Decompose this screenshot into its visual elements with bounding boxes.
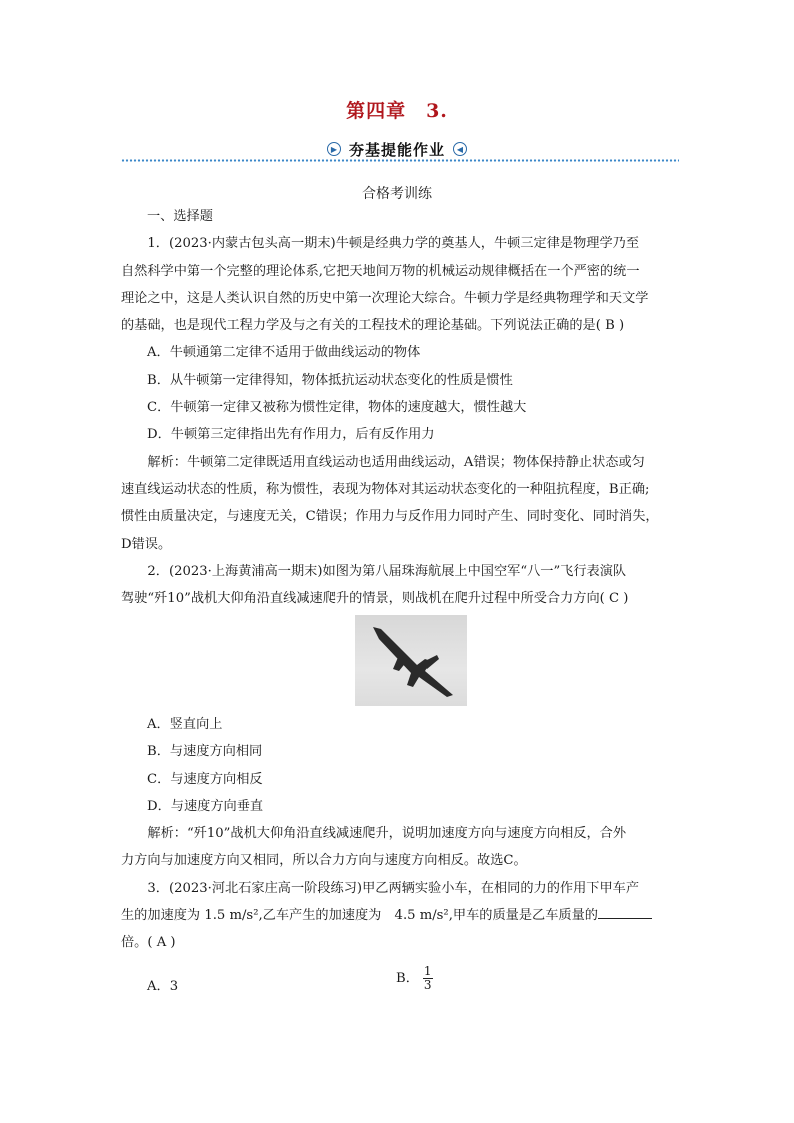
q2-option-a: A．竖直向上	[147, 717, 223, 732]
question-block-1	[121, 203, 676, 612]
question-block-2	[121, 711, 676, 957]
q2-analysis-2: 力方向与加速度方向又相同，所以合力方向与速度方向相反。故选C。	[121, 853, 527, 869]
q2-analysis-1: 解析：“歼10”战机大仰角沿直线减速爬升，说明加速度方向与速度方向相反，合外	[147, 826, 627, 842]
q1-option-b: B．从牛顿第一定律得知，物体抵抗运动状态变化的性质是惯性	[147, 372, 513, 388]
arrow-left-icon: ◀	[453, 142, 467, 156]
q1-analysis-4: D错误。	[121, 536, 172, 552]
q3-option-a: A．3	[147, 979, 179, 994]
q2-option-d: D．与速度方向垂直	[147, 798, 264, 814]
q3-option-b	[396, 965, 433, 992]
q1-analysis-2: 速直线运动状态的性质，称为惯性，表现为物体对其运动状态变化的一种阻抗程度，B正确;	[121, 481, 650, 497]
dotted-divider	[121, 159, 679, 162]
q3-line-2-text: 生的加速度为 1.5 m/s²,乙车产生的加速度为 4.5 m/s²,甲车的质量是乙车质量的	[121, 908, 598, 924]
q1-analysis-3: 惯性由质量决定，与速度无关，C错误；作用力与反作用力同时产生、同时变化、同时消失，	[121, 509, 659, 525]
q3-line-1: 3．(2023·河北石家庄高一阶段练习)甲乙两辆实验小车，在相同的力的作用下甲车产	[147, 880, 640, 896]
fraction-denominator: 3	[423, 978, 432, 992]
q3-options	[147, 965, 647, 1001]
fraction	[423, 965, 433, 992]
q2-line-1: 2．(2023·上海黄浦高一期末)如图为第八届珠海航展上中国空军“八一”飞行表演队	[147, 563, 627, 579]
part-heading: 一、选择题	[147, 209, 213, 224]
q1-option-a: A．牛顿通第二定律不适用于做曲线运动的物体	[147, 345, 421, 361]
q1-line-4: 的基础，也是现代工程力学及与之有关的工程技术的理论基础。下列说法正确的是( B )	[121, 318, 625, 334]
q1-option-c: C．牛顿第一定律又被称为惯性定律，物体的速度越大，惯性越大	[147, 400, 527, 416]
q1-option-d: D．牛顿第三定律指出先有作用力，后有反作用力	[147, 427, 435, 443]
banner	[0, 138, 794, 160]
answer-blank	[598, 904, 652, 919]
fraction-numerator: 1	[423, 964, 432, 978]
section-title: 合格考训练	[362, 186, 432, 202]
fighter-jet-image	[355, 615, 467, 706]
q2-option-b: B．与速度方向相同	[147, 744, 263, 760]
q3-line-2	[121, 902, 676, 929]
q1-analysis-1: 解析：牛顿第二定律既适用直线运动也适用曲线运动，A错误；物体保持静止状态或匀	[147, 454, 645, 470]
q1-line-2: 自然科学中第一个完整的理论体系,它把天地间万物的机械运动规律概括在一个严密的统一	[121, 263, 640, 279]
chapter-title: 第四章 3.	[346, 100, 448, 122]
q2-option-c: C．与速度方向相反	[147, 771, 263, 787]
q3-line-3: 倍。( A )	[121, 935, 176, 951]
banner-label: 夯基提能作业	[348, 140, 445, 159]
fighter-jet-icon	[355, 615, 467, 706]
q3-option-b-prefix: B．	[396, 971, 419, 986]
q1-line-3: 理论之中，这是人类认识自然的历史中第一次理论大综合。牛顿力学是经典物理学和天文学	[121, 290, 649, 306]
q2-line-2: 驾驶“歼10”战机大仰角沿直线减速爬升的情景，则战机在爬升过程中所受合力方向( C )	[121, 591, 629, 607]
arrow-right-icon: ▶	[327, 142, 341, 156]
q1-line-1: 1．(2023·内蒙古包头高一期末)牛顿是经典力学的奠基人，牛顿三定律是物理学乃至	[147, 236, 640, 252]
